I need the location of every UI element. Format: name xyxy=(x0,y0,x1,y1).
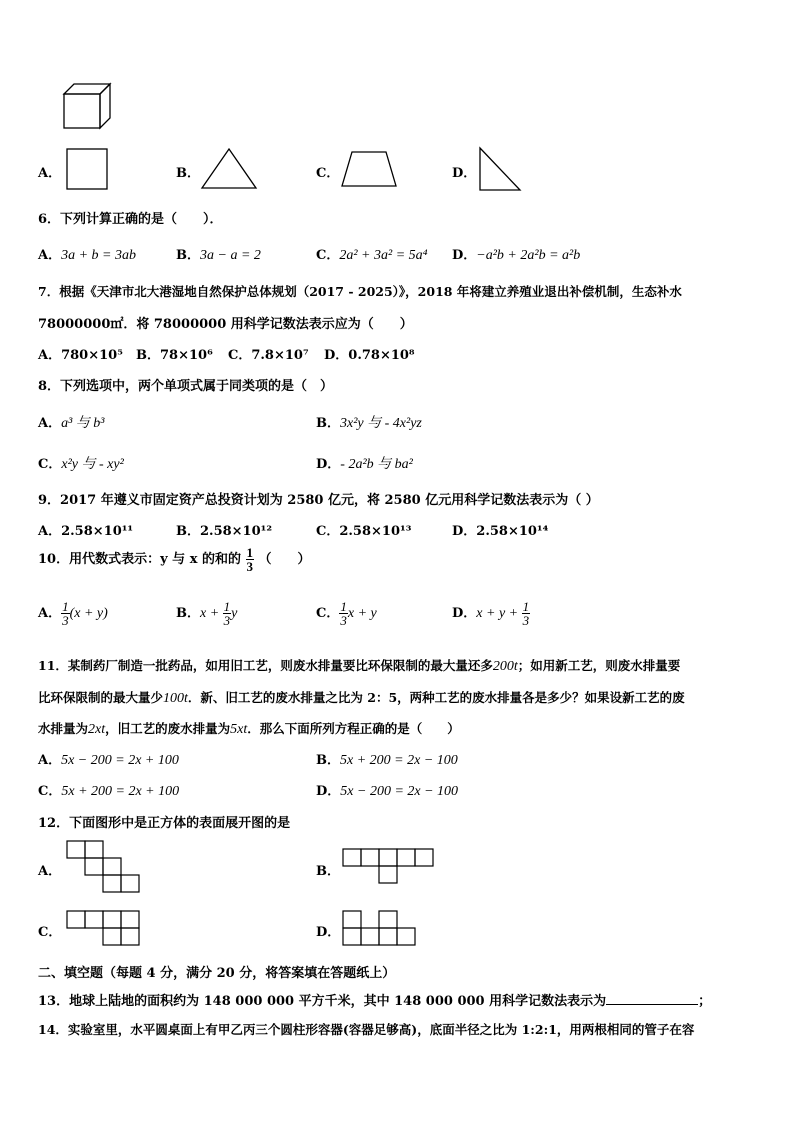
cube-figure xyxy=(60,80,116,132)
q6-option-b-expr: 3a − a = 2 xyxy=(200,248,261,263)
q10-option-c-label: C． xyxy=(316,606,340,621)
q10-option-b-post: y xyxy=(231,606,238,621)
q7-option-a xyxy=(38,344,123,363)
q8-option-b xyxy=(316,412,422,432)
q7-option-b xyxy=(136,344,213,363)
q5-option-c-label: C． xyxy=(316,166,340,181)
q10-option-b xyxy=(176,600,237,627)
q12-option-d-label: D． xyxy=(316,925,341,940)
q9-stem: 9．2017 年遵义市固定资产总投资计划为 2580 亿元，将 2580 亿元用科学记数法表示为（ ） xyxy=(38,493,599,508)
q10-option-d xyxy=(452,600,530,627)
q8-option-c-label: C． xyxy=(38,457,62,472)
net-figure-a xyxy=(66,840,142,894)
q8-option-a-expr: a³ 与 b³ xyxy=(61,416,105,431)
q5-option-b-label: B． xyxy=(176,166,200,181)
q8-option-a-label: A． xyxy=(38,416,62,431)
q6-option-a-expr: 3a + b = 3ab xyxy=(61,248,136,263)
q10-option-b-pre: x + xyxy=(200,606,223,621)
q11-option-c xyxy=(38,780,179,800)
q11-option-b xyxy=(316,749,458,769)
q6-option-c xyxy=(316,244,428,264)
q5-option-a-label: A． xyxy=(38,166,62,181)
q9-option-a-label: A． xyxy=(38,524,62,539)
q7-line1: 7．根据《天津市北大港湿地自然保护总体规划（2017 - 2025）》，2018 年将建立养殖业退出补偿机制，生态补水 xyxy=(38,284,682,299)
q7-option-d-expr: 0.78×10⁸ xyxy=(348,348,415,363)
net-figure-c xyxy=(66,910,142,946)
right-triangle-shape xyxy=(478,146,522,192)
q8-option-c-expr: x²y 与 - xy² xyxy=(61,457,124,472)
section-heading: 二、填空题（每题 4 分，满分 20 分，将答案填在答题纸上） xyxy=(38,966,396,981)
q6-option-a xyxy=(38,244,136,264)
q10-option-c-fraction: $\frac{1}{3}$ xyxy=(340,599,347,628)
q6-option-c-expr: 2a² + 3a² = 5a⁴ xyxy=(339,248,428,263)
q10-stem-suffix: （ ） xyxy=(258,552,311,567)
q9-option-c xyxy=(316,520,411,539)
q8-option-d xyxy=(316,453,413,473)
q10-option-d-label: D． xyxy=(452,606,477,621)
q12-option-a-label: A． xyxy=(38,864,62,879)
q11-line2: 比环保限制的最大量少100t．新、旧工艺的废水排量之比为 2：5，两种工艺的废水排量各是多少？如果设新工艺的废 xyxy=(38,690,685,706)
q6-option-d xyxy=(452,244,580,264)
q7-line2: 78000000㎡．将 78000000 用科学记数法表示应为（ ） xyxy=(38,317,413,332)
q10-stem-prefix: 10．用代数式表示：y 与 x 的和的 xyxy=(38,552,241,567)
q10-stem-fraction: $\frac{1}{3}$ xyxy=(246,545,254,574)
q10-option-c xyxy=(316,600,377,627)
q6-option-d-label: D． xyxy=(452,248,477,263)
q7-option-c-expr: 7.8×10⁷ xyxy=(251,348,309,363)
trapezoid-shape xyxy=(340,150,398,188)
q10-option-a-label: A． xyxy=(38,606,62,621)
q6-option-d-expr: −a²b + 2a²b = a²b xyxy=(476,248,581,263)
q9-option-d-expr: 2.58×10¹⁴ xyxy=(476,524,549,539)
q7-option-c xyxy=(228,344,309,363)
triangle-shape xyxy=(200,148,258,190)
q8-option-a xyxy=(38,412,105,432)
net-figure-d xyxy=(342,910,418,946)
q11-option-c-label: C． xyxy=(38,784,62,799)
q10-option-a-fraction: $\frac{1}{3}$ xyxy=(62,599,69,628)
q6-option-b-label: B． xyxy=(176,248,200,263)
q11-option-d xyxy=(316,780,458,800)
q7-option-c-label: C． xyxy=(228,348,252,363)
q7-option-b-label: B． xyxy=(136,348,160,363)
q10-option-d-fraction: $\frac{1}{3}$ xyxy=(522,599,530,628)
q10-option-b-fraction: $\frac{1}{3}$ xyxy=(223,599,231,628)
q9-option-b-expr: 2.58×10¹² xyxy=(200,524,273,539)
q13 xyxy=(38,990,711,1009)
q12-stem: 12．下面图形中是正方体的表面展开图的是 xyxy=(38,816,291,831)
q10-stem xyxy=(38,546,311,573)
q9-option-c-label: C． xyxy=(316,524,340,539)
q8-option-d-label: D． xyxy=(316,457,341,472)
q10-option-d-pre: x + y + xyxy=(476,606,522,621)
q8-option-c xyxy=(38,453,124,473)
q10-option-a-post: (x + y) xyxy=(69,606,108,621)
q9-option-c-expr: 2.58×10¹³ xyxy=(339,524,412,539)
q11-option-b-expr: 5x + 200 = 2x − 100 xyxy=(340,753,458,768)
q8-option-d-expr: - 2a²b 与 ba² xyxy=(340,457,413,472)
q11-option-a-expr: 5x − 200 = 2x + 100 xyxy=(61,753,179,768)
q10-option-a xyxy=(38,600,108,627)
q6-stem: 6．下列计算正确的是（ ）． xyxy=(38,212,223,227)
q11-option-d-expr: 5x − 200 = 2x − 100 xyxy=(340,784,459,799)
q9-option-b xyxy=(176,520,272,539)
q8-option-b-label: B． xyxy=(316,416,340,431)
q13-text: 13．地球上陆地的面积约为 148 000 000 平方千米，其中 148 000 000 用科学记数法表示为 xyxy=(38,994,607,1009)
q14-text: 14．实验室里，水平圆桌面上有甲乙丙三个圆柱形容器(容器足够高)，底面半径之比为 1:2:1，用两根相同的管子在容 xyxy=(38,1022,695,1037)
q6-option-c-label: C． xyxy=(316,248,340,263)
q7-option-a-label: A． xyxy=(38,348,62,363)
q11-option-c-expr: 5x + 200 = 2x + 100 xyxy=(61,784,180,799)
q9-option-a xyxy=(38,520,133,539)
q8-stem: 8．下列选项中，两个单项式属于同类项的是（ ） xyxy=(38,379,334,394)
q8-option-b-expr: 3x²y 与 - 4x²yz xyxy=(340,416,422,431)
q12-option-c-label: C． xyxy=(38,925,62,940)
q9-option-b-label: B． xyxy=(176,524,200,539)
q5-option-d-label: D． xyxy=(452,166,477,181)
q11-option-a xyxy=(38,749,179,769)
q7-option-b-expr: 78×10⁶ xyxy=(160,348,213,363)
q7-option-d xyxy=(324,344,415,363)
q9-option-d-label: D． xyxy=(452,524,477,539)
q12-option-b-label: B． xyxy=(316,864,340,879)
q7-option-a-expr: 780×10⁵ xyxy=(61,348,123,363)
square-shape xyxy=(66,148,108,190)
net-figure-b xyxy=(342,848,436,886)
q11-line1: 11．某制药厂制造一批药品，如用旧工艺，则废水排量要比环保限制的最大量还多200t；如用新工艺，则废水排量要 xyxy=(38,658,681,674)
q9-option-a-expr: 2.58×10¹¹ xyxy=(61,524,134,539)
q11-option-d-label: D． xyxy=(316,784,341,799)
q11-line3: 水排量为2xt，旧工艺的废水排量为5xt．那么下面所列方程正确的是（ ） xyxy=(38,721,460,737)
q6-option-b xyxy=(176,244,261,264)
q6-option-a-label: A． xyxy=(38,248,62,263)
q9-option-d xyxy=(452,520,548,539)
q7-option-d-label: D． xyxy=(324,348,349,363)
q10-option-c-post: x + y xyxy=(347,606,377,621)
q11-option-a-label: A． xyxy=(38,753,62,768)
q13-answer-blank[interactable] xyxy=(606,992,698,1005)
q11-option-b-label: B． xyxy=(316,753,340,768)
q10-option-b-label: B． xyxy=(176,606,200,621)
q13-suffix: ； xyxy=(698,994,712,1009)
